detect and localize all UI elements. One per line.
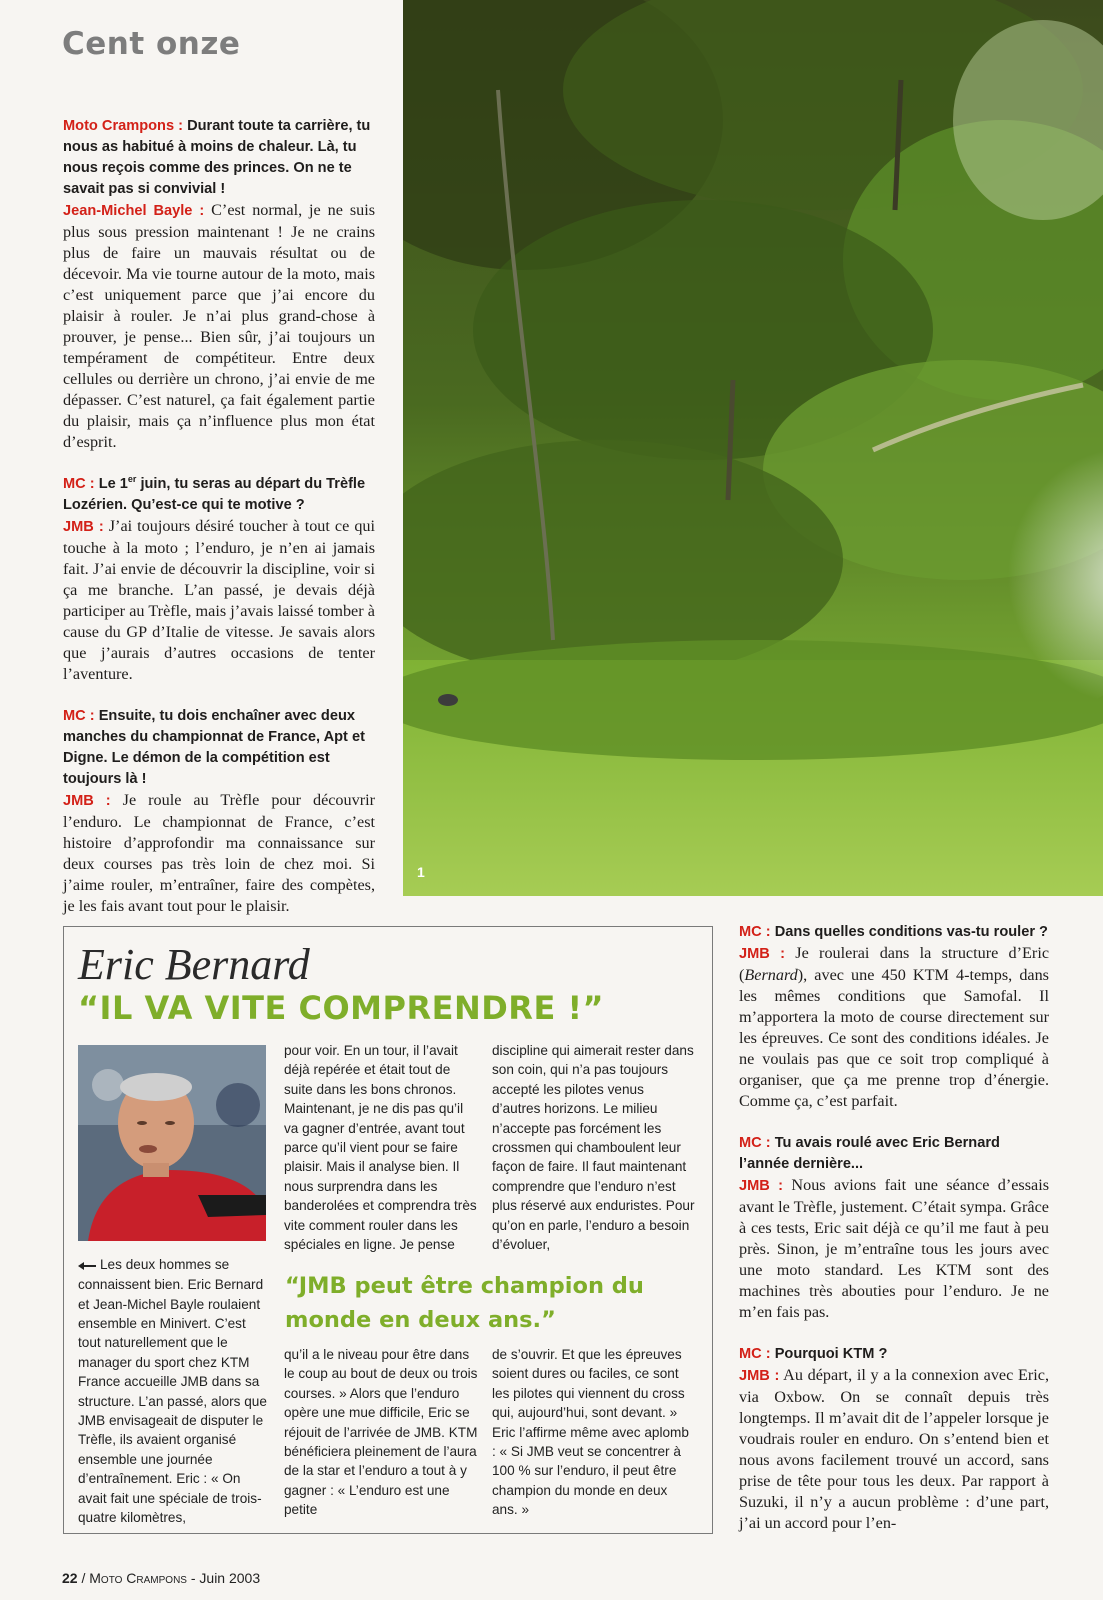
right-interview-column: [739, 922, 1049, 1555]
left-interview-column: [63, 116, 375, 938]
interviewee-label: JMB :: [63, 793, 111, 809]
qa-block: [63, 474, 375, 685]
interviewer-label: MC :: [739, 1346, 771, 1362]
interviewee-label: JMB :: [739, 946, 785, 962]
interviewee-label: JMB :: [63, 519, 104, 535]
sidebar-text: pour voir. En un tour, il l’avait déjà repérée et était tout de suite dans les bons chronos. Maintenant, je ne dis pas qu’il va gagner d’entrée, avant tout parce qu’il vient pour se faire plaisir. Mais il analyse bien. Il nous surprendra dans les banderolées et comprendra très vite comment rouler dans les spéciales en ligne. Je pense: [284, 1043, 477, 1253]
sidebar-text: discipline qui aimerait rester dans son coin, qui n’a pas toujours accepté les pilotes venus d’autres horizons. Le milieu n’accepte pas forcément les crossmen qui chamboulent leur façon de faire. Il faut maintenant comprendre que l’enduro n’est plus réservé aux enduristes. Pour qu’on en parle, l’enduro a besoin d’évoluer,: [492, 1043, 695, 1253]
question-text-a: Le 1: [98, 476, 128, 492]
question-text: Tu avais roulé avec Eric Bernard l’année dernière...: [739, 1135, 1000, 1172]
hillside-illustration: [403, 0, 1103, 896]
qa-block: [739, 922, 1049, 1112]
answer-text: Nous avions fait une séance d’essais avant le Trèfle, justement. C’était sympa. Grâce à ces tests, Eric sait déjà ce qu’il me faut à peu près. Sinon, je m’entraîne tous les jours avec une moto standard. Les KTM sont des machines très abouties pour l’enduro. Je ne m’en fais pas.: [739, 1176, 1050, 1321]
page-title: Cent onze: [62, 26, 241, 62]
answer-text-b: ), avec une 450 KTM 4-temps, dans les mêmes conditions que Samofal. Il m’apportera la moto de course directement sur les épreuves. Ce sont des conditions idéales. Je ne voulais pas que ce soit trop compliqué à organiser, que ça me prenne trop d’énergie. Comme ça, c’est parfait.: [739, 966, 1049, 1110]
answer-text: Je roule au Trèfle pour découvrir l’enduro. Le championnat de France, c’est histoire d’approfondir ma connaissance sur deux courses pas très loin de chez moi. Si j’aime rouler, m’entraîner, faire des compètes, je les fais avant tout pour le plaisir.: [63, 791, 375, 915]
portrait-photo: [78, 1045, 266, 1241]
caption-text: Les deux hommes se connaissent bien. Eric Bernard et Jean-Michel Bayle roulaient ensemble en Minivert. C’est tout naturellement que le manager du sport chez KTM France accueille JMB dans sa structure. L’an passé, alors que JMB envisageait de disputer le Trèfle, ils avaient organisé ensemble une journée d’entraînement. Eric : « On avait fait une spéciale de trois-quatre kilomètres,: [78, 1257, 267, 1525]
qa-block: [739, 1133, 1049, 1323]
photo-number: 1: [417, 864, 425, 880]
sidebar-col2-bottom: [492, 1345, 696, 1520]
interviewer-label: MC :: [739, 924, 771, 940]
sidebar-headline: “IL VA VITE COMPRENDRE !”: [78, 989, 605, 1027]
interviewee-label: JMB :: [739, 1178, 784, 1194]
interviewee-label: JMB :: [739, 1368, 780, 1384]
footer-separator: /: [77, 1570, 90, 1586]
arrow-icon: [78, 1256, 100, 1275]
sidebar-col2-top: [492, 1041, 696, 1254]
hillside-photo: [403, 0, 1103, 896]
question-text: Durant toute ta carrière, tu nous as habitué à moins de chaleur. Là, tu nous reçois comme des princes. On ne te savait pas si convivial !: [63, 118, 371, 197]
answer-text: C’est normal, je ne suis plus sous pression maintenant ! Je ne crains plus de faire un mauvais résultat ou de décevoir. Ma vie tourne autour de la moto, mais c’est uniquement parce que j’ai encore du plaisir à rouler. Je n’ai plus grand-chose à prouver, je pense... Bien sûr, j’ai toujours un tempérament de compétiteur. Entre deux cellules ou derrière un chrono, j’ai envie de me dépasser. C’est naturel, ça fait également partie du plaisir, mais ça n’influence plus mon état d’esprit.: [63, 201, 376, 451]
sidebar-box: [63, 926, 713, 1534]
question-text-b: juin, tu seras au départ du Trèfle Lozérien. Qu’est-ce qui te motive ?: [63, 476, 366, 513]
photo-caption: [78, 1255, 268, 1527]
sidebar-text: qu’il a le niveau pour être dans le coup au bout de deux ou trois courses. » Alors que l’enduro opère une mue difficile, Eric se réjouit de l’arrivée de JMB. KTM bénéficiera pleinement de l’aura de la star et l’enduro a tout à y gagner : « L’enduro est une petite: [284, 1347, 478, 1518]
sidebar-name: Eric Bernard: [78, 940, 310, 989]
sidebar-col1-bottom: [284, 1345, 480, 1520]
answer-text: J’ai toujours désiré toucher à tout ce qui touche à la moto ; l’enduro, je n’en ai jamais fait. J’ai envie de découvrir la discipline, voir si ça me branche. L’an passé, je devais déjà participer au Trèfle, mais j’avais laissé tomber à cause du GP d’Italie de vitesse. Je savais alors que j’aurais d’autres occasions de tenter l’aventure.: [63, 517, 375, 683]
interviewee-label: Jean-Michel Bayle :: [63, 203, 205, 219]
question-text: Ensuite, tu dois enchaîner avec deux manches du championnat de France, Apt et Digne. Le démon de la compétition est toujours là !: [63, 708, 365, 787]
qa-block: [63, 706, 375, 917]
answer-italic: Bernard: [744, 966, 798, 984]
interviewer-label: MC :: [739, 1135, 771, 1151]
interviewer-label: MC :: [63, 476, 95, 492]
question-text: Pourquoi KTM ?: [774, 1346, 888, 1362]
interviewer-label: Moto Crampons :: [63, 118, 183, 134]
answer-text: Au départ, il y a la connexion avec Eric, via Oxbow. On se connaît depuis très longtemps. Il m’avait dit de l’appeler lorsque je voudrais rouler en enduro. On s’entend bien et nous avons facilement trouvé un accord, sans prise de tête pour tous les deux. Par rapport à Suzuki, il n’y a aucun problème : d’une part, j’ai un accord pour l’en-: [739, 1366, 1049, 1532]
page-footer: [62, 1570, 260, 1586]
question-text: Dans quelles conditions vas-tu rouler ?: [774, 924, 1048, 940]
sidebar-text: de s’ouvrir. Et que les épreuves soient dures ou faciles, ce sont les pilotes qui viennent du cross qui, aujourd’hui, sont devant. » Eric l’affirme même avec aplomb : « Si JMB veut se concentrer à 100 % sur l’enduro, il peut être champion du monde en deux ans. »: [492, 1347, 689, 1518]
issue-date: - Juin 2003: [186, 1570, 261, 1586]
magazine-name: Moto Crampons: [89, 1570, 187, 1586]
ordinal-suffix: er: [127, 474, 137, 485]
qa-block: [739, 1344, 1049, 1534]
interviewer-label: MC :: [63, 708, 95, 724]
answer-text-a: Je roulerai dans la structure d’Eric (: [739, 944, 1050, 984]
pull-quote: “JMB peut être champion du monde en deux ans.”: [285, 1273, 644, 1333]
portrait-illustration: [78, 1045, 266, 1241]
sidebar-col1-top: [284, 1041, 480, 1254]
qa-block: [63, 116, 375, 453]
page-number: 22: [62, 1570, 78, 1586]
